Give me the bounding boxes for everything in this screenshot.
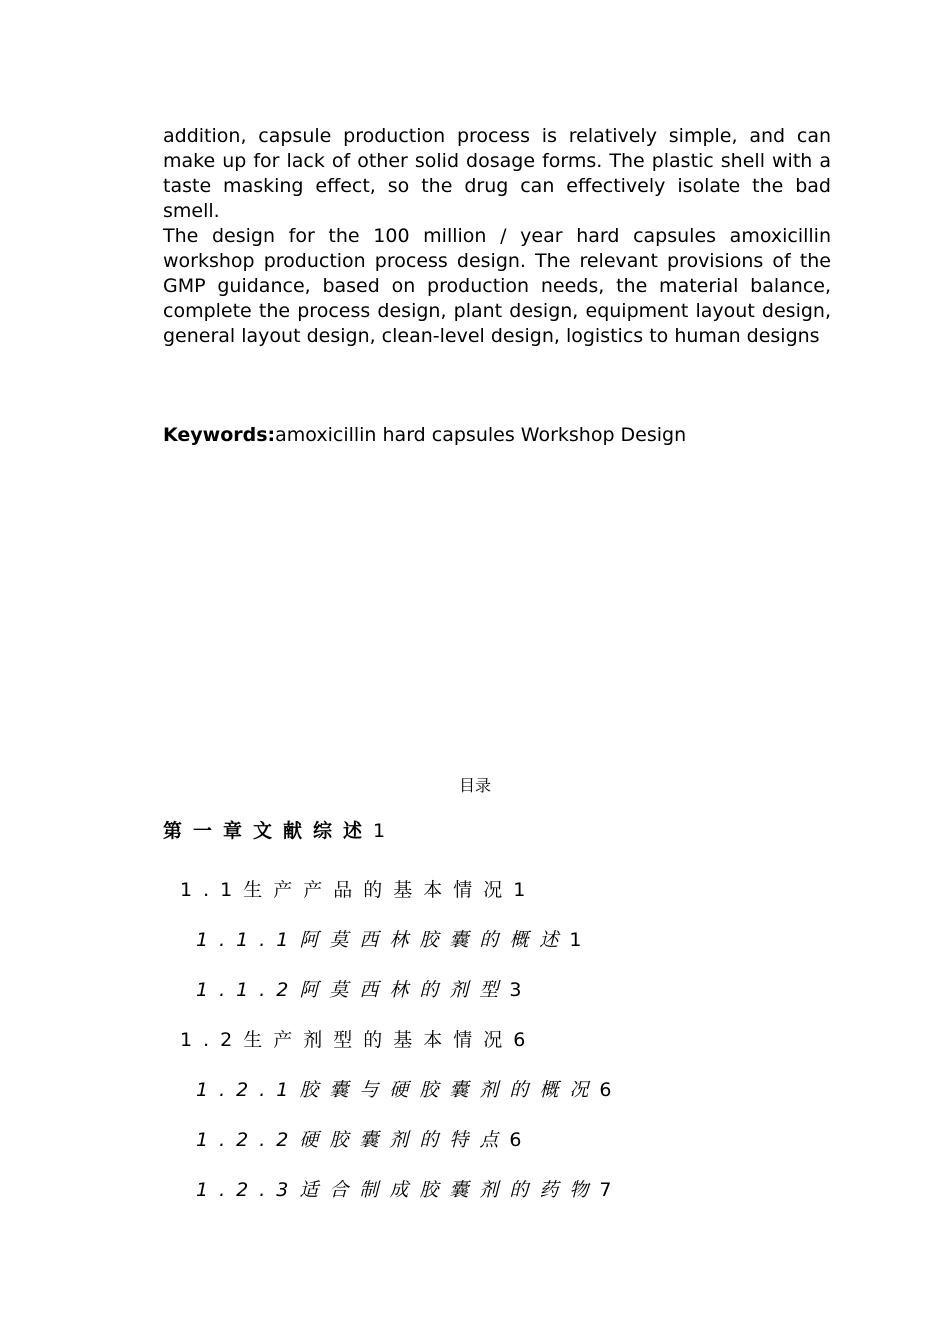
keywords-line — [163, 423, 831, 448]
toc-page-number: 6 — [509, 1129, 522, 1151]
abstract-paragraph: addition, capsule production process is relatively simple, and can make up for lack of other solid dosage forms. The plastic shell with a taste masking effect, so the drug can effectively isolate the bad smell. — [163, 125, 831, 222]
toc-entry-text: 1.1生产产品的基本情况 — [180, 879, 514, 901]
toc-page-number: 6 — [513, 1029, 526, 1051]
toc-title: 目录 — [458, 776, 491, 795]
toc-entry-text: 1.2.2硬胶囊剂的特点 — [196, 1129, 510, 1151]
toc-entry[interactable] — [180, 1028, 525, 1053]
toc-entry[interactable] — [163, 819, 385, 844]
toc-entry[interactable] — [196, 1078, 611, 1103]
toc-page-number: 7 — [599, 1179, 612, 1201]
toc-entry-text: 1.1.1阿莫西林胶囊的概述 — [196, 929, 570, 951]
toc-page-number: 1 — [373, 820, 386, 842]
abstract-body — [163, 124, 831, 349]
toc-page-number: 1 — [513, 879, 526, 901]
keywords-label: Keywords: — [163, 424, 276, 446]
toc-entry-text: 1.2.1胶囊与硬胶囊剂的概况 — [196, 1079, 600, 1101]
toc-entry[interactable] — [180, 878, 525, 903]
toc-entry-text: 1.2生产剂型的基本情况 — [180, 1029, 514, 1051]
toc-entry-text: 第一章文献综述 — [163, 820, 374, 842]
keywords-text: amoxicillin hard capsules Workshop Design — [275, 424, 687, 446]
toc-entry[interactable] — [196, 1178, 611, 1203]
toc-entry[interactable] — [196, 928, 581, 953]
toc-entry-text: 1.2.3适合制成胶囊剂的药物 — [196, 1179, 600, 1201]
toc-page-number: 3 — [509, 979, 522, 1001]
toc-entry[interactable] — [196, 1128, 521, 1153]
toc-page-number: 1 — [569, 929, 582, 951]
toc-page-number: 6 — [599, 1079, 612, 1101]
toc-entry[interactable] — [196, 978, 521, 1003]
abstract-paragraph: The design for the 100 million / year hard capsules amoxicillin workshop production process design. The relevant provisions of the GMP guidance, based on production needs, the material balance, complete the process design, plant design, equipment layout design, general layout design, clean-level design, logistics to human designs — [163, 225, 831, 347]
toc-entry-text: 1.1.2阿莫西林的剂型 — [196, 979, 510, 1001]
